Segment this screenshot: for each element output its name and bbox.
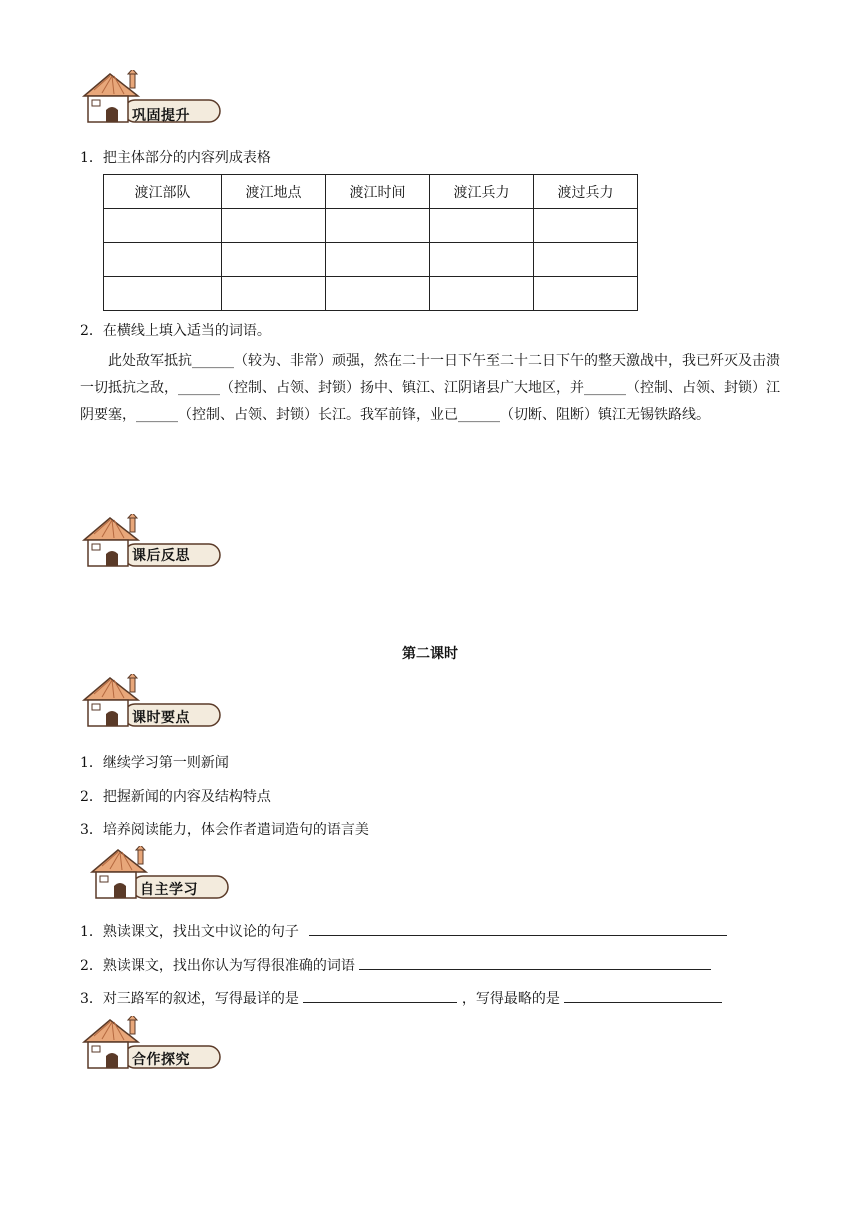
section-title: 课时要点 (132, 710, 190, 726)
question-1: 1．把主体部分的内容列成表格 (80, 150, 271, 166)
table-cell[interactable] (222, 209, 326, 243)
section-badge-self-study (88, 846, 238, 902)
section-title: 自主学习 (140, 882, 198, 898)
table-header-cell: 渡江地点 (222, 175, 326, 209)
key-point-item: 3．培养阅读能力，体会作者遣词造句的语言美 (80, 822, 369, 838)
lesson-title: 第二课时 (402, 646, 458, 662)
section-title: 课后反思 (132, 548, 190, 564)
self-study-item-text: 2．熟读课文，找出你认为写得很准确的词语 (80, 958, 355, 974)
answer-blank[interactable] (309, 921, 727, 936)
key-point-item: 1．继续学习第一则新闻 (80, 755, 229, 771)
table-cell[interactable] (222, 277, 326, 311)
table-cell[interactable] (104, 209, 222, 243)
key-point-item: 2．把握新闻的内容及结构特点 (80, 789, 271, 805)
table-header-cell: 渡江时间 (326, 175, 430, 209)
table-cell[interactable] (430, 209, 534, 243)
table-cell[interactable] (430, 243, 534, 277)
section-title: 巩固提升 (132, 108, 190, 124)
table-cell[interactable] (104, 277, 222, 311)
table-cell[interactable] (326, 243, 430, 277)
section-badge-key-points (80, 674, 230, 730)
table-row (104, 209, 638, 243)
table-header-row (104, 175, 638, 209)
self-study-item-text: 1．熟读课文，找出文中议论的句子 (80, 924, 299, 940)
table-cell[interactable] (222, 243, 326, 277)
table-cell[interactable] (534, 277, 638, 311)
self-study-item-text: 3．对三路军的叙述，写得最详的是 (80, 991, 299, 1007)
self-study-item-3 (80, 988, 722, 1008)
table-header-cell: 渡过兵力 (534, 175, 638, 209)
table-header-cell: 渡江兵力 (430, 175, 534, 209)
answer-blank[interactable] (303, 988, 457, 1003)
table-cell[interactable] (326, 277, 430, 311)
data-table (103, 174, 638, 311)
section-title: 合作探究 (132, 1052, 190, 1068)
table-cell[interactable] (430, 277, 534, 311)
table-cell[interactable] (534, 243, 638, 277)
table-header-cell: 渡江部队 (104, 175, 222, 209)
section-badge-reflection (80, 514, 230, 570)
section-badge-consolidate (80, 70, 230, 126)
table-row (104, 277, 638, 311)
self-study-item-1 (80, 921, 727, 941)
table-cell[interactable] (104, 243, 222, 277)
answer-blank[interactable] (564, 988, 722, 1003)
question-2: 2．在横线上填入适当的词语。 (80, 323, 271, 339)
answer-blank[interactable] (359, 955, 711, 970)
table-cell[interactable] (534, 209, 638, 243)
self-study-item-text: ，写得最略的是 (461, 991, 560, 1007)
question-2-paragraph: 此处敌军抵抗______（较为、非常）顽强，然在二十一日下午至二十二日下午的整天激战中，我已歼灭及击溃一切抵抗之敌，______（控制、占领、封锁）扬中、镇江、江阴诸县广大地区，并______（控制、占领、封锁）江阴要塞，______（控制、占领、封锁）长江。我军前锋，业已______（切断、阻断）镇江无锡铁路线。 (80, 353, 780, 423)
self-study-item-2 (80, 955, 711, 975)
section-badge-cooperative (80, 1016, 230, 1072)
table-row (104, 243, 638, 277)
table-cell[interactable] (326, 209, 430, 243)
